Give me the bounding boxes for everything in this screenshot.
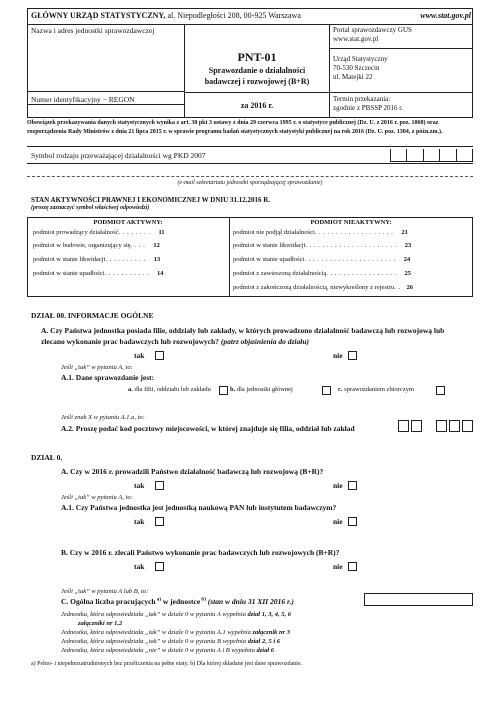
list-item[interactable]: podmiot nie podjął działalności . . . . . . . . . . . . . . . . . . . 21 <box>233 229 408 236</box>
section00-question-a: A. Czy Państwa jednostka posiada filie, oddziały lub zakłady, w których prowadzono działalność badawczą lub rozwojową lub zlecano wykonanie prac badawczych lub rozwojowych? (patrz objaśnienia do działu) <box>41 326 445 346</box>
list-item[interactable]: podmiot w stanie upadłości . . . . . . . . . . . . . . . . . . . . . . 24 <box>233 256 411 263</box>
pkd-cell <box>424 149 440 161</box>
pkd-cell <box>440 149 456 161</box>
a1-title: A.1. Dane sprawozdanie jest: <box>61 373 155 382</box>
if-yes-ab-note: Jeśli „tak” w pytaniu A lub B, to: <box>61 588 149 595</box>
email-field[interactable] <box>27 163 473 177</box>
list-item[interactable]: podmiot w stanie likwidacji . . . . . . . . . . . . . . . . . . . . . . 23 <box>233 242 412 249</box>
portal-url[interactable]: www.stat.gov.pl <box>333 35 379 43</box>
if-yes-note: Jeśli „tak” w pytaniu A, to: <box>61 494 133 501</box>
status-subtitle: (proszę zaznaczyć symbol właściwej odpowiedzi) <box>31 205 150 211</box>
no-label: nie <box>333 481 343 490</box>
section0-question-b: B. Czy w 2016 r. zlecali Państwo wykonanie prac badawczych lub rozwojowych (B+R)? <box>61 548 340 557</box>
regon-field[interactable] <box>27 104 185 118</box>
office-name: GŁÓWNY URZĄD STATYSTYCZNY, <box>31 11 166 20</box>
pkd-cell <box>407 149 423 161</box>
a1-option-a[interactable]: a. dla filii, oddziału lub zakładu <box>128 386 211 393</box>
a2-title: A.2. Proszę podać kod pocztowy miejscowości, w której znajduje się filia, oddział lub zakład <box>61 424 355 433</box>
list-item[interactable]: podmiot w budowie, organizujący się . . . . 12 <box>33 242 160 249</box>
year-divider <box>185 92 329 93</box>
list-item[interactable]: podmiot w stanie upadłości . . . . . . . . . . . 14 <box>33 270 164 277</box>
postal-code-field[interactable] <box>398 420 473 432</box>
postal-cell <box>411 420 422 432</box>
portal-label: Portal sprawozdawczy GUS <box>333 26 412 34</box>
no-label: nie <box>333 517 343 526</box>
yes-label: tak <box>134 562 145 571</box>
if-yes-note: Jeśli „tak” w pytaniu A, to: <box>61 364 133 371</box>
reporter-name-label: Nazwa i adres jednostki sprawozdawczej <box>31 26 155 35</box>
active-header: PODMIOT AKTYWNY: <box>93 219 163 226</box>
website-link[interactable]: www.stat.gov.pl <box>420 11 471 20</box>
footnote: a) Pełno- i niepełnozatrudnionych bez przeliczenia na pełne etaty. b) Dla której składane jest dane sprawozdanie. <box>31 661 302 667</box>
office-address: al. Niepodległości 208, 00-925 Warszawa <box>165 11 301 20</box>
office-line2: 70-530 Szczecin <box>333 64 380 72</box>
if-x-note: Jeśli znak X w pytaniu A.1.a, to: <box>61 414 145 421</box>
form-title-line2: badawczej i rozwojowej (B+R) <box>204 77 310 86</box>
a1-option-a-checkbox[interactable] <box>219 386 228 395</box>
postal-cell <box>449 420 460 432</box>
reporter-id-label: Numer identyfikacyjny − REGON <box>31 95 135 104</box>
pkd-label: Symbol rodzaju przeważającej działalności wg PKD 2007 <box>31 151 206 160</box>
a1-option-b[interactable]: b. dla jednostki głównej <box>230 386 293 393</box>
no-checkbox[interactable] <box>348 351 357 360</box>
yes-label: tak <box>134 351 145 360</box>
pkd-code-field[interactable] <box>390 149 473 162</box>
postal-separator <box>424 420 434 432</box>
header-bar <box>31 11 471 20</box>
no-checkbox[interactable] <box>348 481 357 490</box>
yes-label: tak <box>134 517 145 526</box>
instruction-4: Jednostka, która odpowiedziała „nie” w dziale 0 w pytaniu A i B wypełnia dział 6 <box>61 647 275 654</box>
no-label: nie <box>333 562 343 571</box>
postal-cell <box>398 420 409 432</box>
office-line3: ul. Matejki 22 <box>333 73 373 81</box>
deadline-label: Termin przekazania: <box>333 95 391 103</box>
list-item[interactable]: podmiot z zawieszoną działalnością . . . . . . . . . . . . . . . . . 25 <box>233 270 411 277</box>
section0-question-c: C. Ogólna liczba pracujących $^{a)}$ w jednostce $^{b)}$ (stan w dniu 31 XII 2016 r.) <box>61 597 294 606</box>
employee-count-field[interactable] <box>364 593 473 606</box>
instruction-1: Jednostka, która odpowiedziała „tak” w dziale 0 w pytaniu A wypełnia dział 1, 3, 4, 5, 6 <box>61 611 291 618</box>
instruction-2: Jednostka, która odpowiedziała „tak” w dziale 0 w pytaniu A.1 wypełnia załącznik nr 3 <box>61 629 291 636</box>
a1-option-c[interactable]: c. sprawozdaniem zbiorczym <box>338 386 414 393</box>
office-line1: Urząd Statystyczny <box>333 55 388 63</box>
legal-note: Obowiązek przekazywania danych statystycznych wynika z art. 30 pkt 3 ustawy z dnia 29 czerwca 1995 r. o statystyce publicznej (Dz. U. z 2016 r. poz. 1068) oraz rozporządzenia Rady Ministrów z dnia 21 lipca 2015 r. w sprawie programu badań statystycznych statystyki publicznej na rok 2016 (Dz. U. poz. 1304, z późn.zm.). <box>27 120 443 135</box>
no-label: nie <box>333 351 343 360</box>
no-checkbox[interactable] <box>348 562 357 571</box>
postal-cell <box>436 420 447 432</box>
form-code: PNT-01 <box>237 50 277 64</box>
yes-checkbox[interactable] <box>155 481 164 490</box>
list-item[interactable]: podmiot z zakończoną działalnością, niewykreślony z rejestru . . 26 <box>233 284 414 291</box>
yes-checkbox[interactable] <box>155 562 164 571</box>
a1-option-b-checkbox[interactable] <box>322 386 331 395</box>
pkd-cell <box>457 149 472 161</box>
section00-title: DZIAŁ 00. INFORMACJE OGÓLNE <box>31 311 154 320</box>
no-checkbox[interactable] <box>348 517 357 526</box>
deadline-value: zgodnie z PBSSP 2016 r. <box>333 104 403 112</box>
section0-question-a1: A.1. Czy Państwa jednostka jest jednostką naukową PAN lub instytutem badawczym? <box>61 503 337 512</box>
status-table-divider <box>229 217 230 297</box>
deadline-divider <box>329 92 473 93</box>
section0-question-a: A. Czy w 2016 r. prowadzili Państwo działalność badawczą lub rozwojową (B+R)? <box>61 467 324 476</box>
portal-divider <box>329 48 473 49</box>
email-caption: (e-mail sekretariatu jednostki sporządzającej sprawozdanie) <box>177 180 323 186</box>
postal-cell <box>462 420 473 432</box>
yes-label: tak <box>134 481 145 490</box>
section0-title: DZIAŁ 0. <box>31 453 63 462</box>
yes-checkbox[interactable] <box>155 351 164 360</box>
form-title-line1: Sprawozdanie o działalności <box>208 66 306 75</box>
inactive-header: PODMIOT NIEAKTYWNY: <box>310 219 392 226</box>
a1-option-c-checkbox[interactable] <box>436 386 445 395</box>
yes-checkbox[interactable] <box>155 517 164 526</box>
list-item[interactable]: podmiot prowadzący działalność . . . . . . . . 11 <box>33 229 165 236</box>
status-title: STAN AKTYWNOŚCI PRAWNEJ I EKONOMICZNEJ W DNIU 31.12.2016 R. <box>31 196 271 204</box>
instruction-1-cont: załączniki nr 1,2 <box>78 620 123 627</box>
pkd-cell <box>391 149 407 161</box>
report-year: za 2016 r. <box>240 101 274 110</box>
list-item[interactable]: podmiot w stanie likwidacji . . . . . . . . . . 13 <box>33 256 161 263</box>
instruction-3: Jednostka, która odpowiedziała „tak” w dziale 0 w pytaniu B wypełnia dział 2, 5 i 6 <box>61 638 281 645</box>
